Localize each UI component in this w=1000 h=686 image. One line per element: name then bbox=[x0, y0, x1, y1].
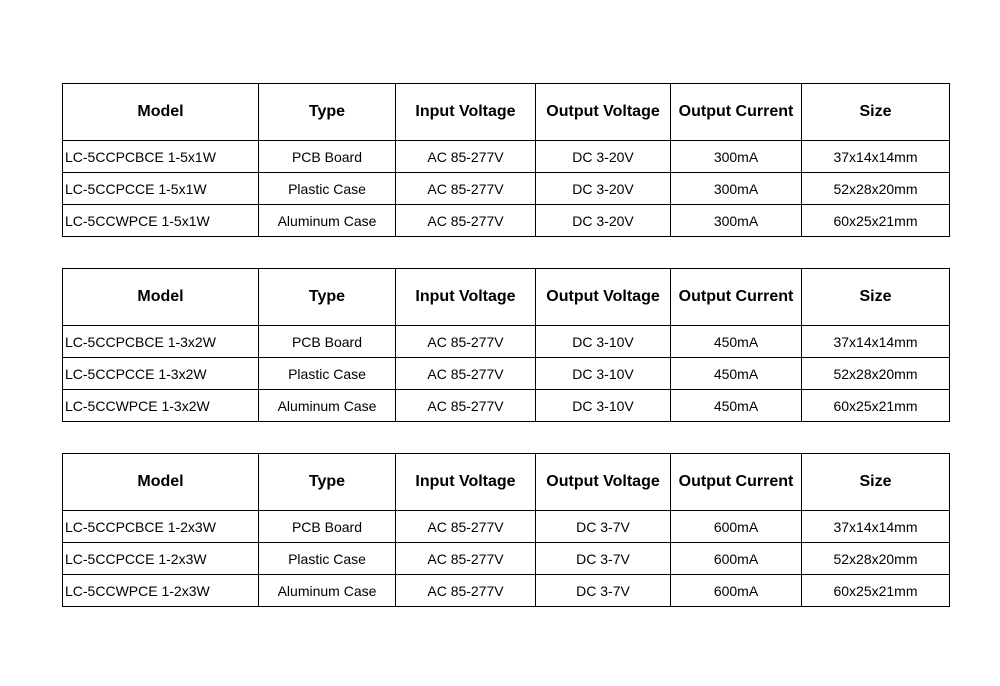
header-input-voltage: Input Voltage bbox=[396, 269, 536, 326]
header-output-voltage: Output Voltage bbox=[536, 454, 671, 511]
header-output-voltage: Output Voltage bbox=[536, 269, 671, 326]
cell-output-voltage: DC 3-10V bbox=[536, 326, 671, 358]
cell-type: Aluminum Case bbox=[259, 575, 396, 607]
cell-output-voltage: DC 3-7V bbox=[536, 543, 671, 575]
spec-table-2 bbox=[62, 268, 950, 422]
cell-type: Plastic Case bbox=[259, 358, 396, 390]
cell-output-current: 600mA bbox=[671, 543, 802, 575]
cell-size: 37x14x14mm bbox=[802, 141, 950, 173]
cell-output-current: 300mA bbox=[671, 141, 802, 173]
table-row bbox=[63, 141, 950, 173]
header-model: Model bbox=[63, 84, 259, 141]
cell-output-voltage: DC 3-7V bbox=[536, 575, 671, 607]
table-row bbox=[63, 575, 950, 607]
header-type: Type bbox=[259, 454, 396, 511]
header-model: Model bbox=[63, 454, 259, 511]
cell-output-current: 600mA bbox=[671, 511, 802, 543]
cell-input-voltage: AC 85-277V bbox=[396, 575, 536, 607]
cell-output-voltage: DC 3-20V bbox=[536, 173, 671, 205]
cell-type: Plastic Case bbox=[259, 173, 396, 205]
cell-output-current: 450mA bbox=[671, 358, 802, 390]
header-output-current: Output Current bbox=[671, 269, 802, 326]
cell-output-voltage: DC 3-10V bbox=[536, 390, 671, 422]
header-row bbox=[63, 84, 950, 141]
header-output-voltage: Output Voltage bbox=[536, 84, 671, 141]
header-input-voltage: Input Voltage bbox=[396, 84, 536, 141]
cell-model: LC-5CCWPCE 1-2x3W bbox=[63, 575, 259, 607]
spec-table-3 bbox=[62, 453, 950, 607]
header-model: Model bbox=[63, 269, 259, 326]
cell-type: PCB Board bbox=[259, 511, 396, 543]
cell-size: 37x14x14mm bbox=[802, 511, 950, 543]
cell-size: 60x25x21mm bbox=[802, 575, 950, 607]
header-row bbox=[63, 269, 950, 326]
cell-output-voltage: DC 3-7V bbox=[536, 511, 671, 543]
table-row bbox=[63, 390, 950, 422]
cell-size: 60x25x21mm bbox=[802, 205, 950, 237]
cell-model: LC-5CCPCCE 1-3x2W bbox=[63, 358, 259, 390]
cell-type: Aluminum Case bbox=[259, 390, 396, 422]
table-row bbox=[63, 543, 950, 575]
header-size: Size bbox=[802, 269, 950, 326]
cell-type: PCB Board bbox=[259, 326, 396, 358]
cell-input-voltage: AC 85-277V bbox=[396, 511, 536, 543]
table-row bbox=[63, 326, 950, 358]
cell-output-voltage: DC 3-10V bbox=[536, 358, 671, 390]
header-row bbox=[63, 454, 950, 511]
cell-output-current: 300mA bbox=[671, 173, 802, 205]
cell-model: LC-5CCWPCE 1-5x1W bbox=[63, 205, 259, 237]
table-row bbox=[63, 205, 950, 237]
cell-type: Aluminum Case bbox=[259, 205, 396, 237]
cell-type: Plastic Case bbox=[259, 543, 396, 575]
cell-output-current: 450mA bbox=[671, 326, 802, 358]
cell-input-voltage: AC 85-277V bbox=[396, 141, 536, 173]
cell-model: LC-5CCPCBCE 1-5x1W bbox=[63, 141, 259, 173]
cell-output-voltage: DC 3-20V bbox=[536, 141, 671, 173]
cell-input-voltage: AC 85-277V bbox=[396, 173, 536, 205]
cell-size: 37x14x14mm bbox=[802, 326, 950, 358]
cell-size: 52x28x20mm bbox=[802, 358, 950, 390]
cell-input-voltage: AC 85-277V bbox=[396, 205, 536, 237]
cell-output-current: 600mA bbox=[671, 575, 802, 607]
header-type: Type bbox=[259, 84, 396, 141]
table-row bbox=[63, 358, 950, 390]
cell-input-voltage: AC 85-277V bbox=[396, 358, 536, 390]
cell-model: LC-5CCPCCE 1-5x1W bbox=[63, 173, 259, 205]
header-size: Size bbox=[802, 84, 950, 141]
cell-size: 52x28x20mm bbox=[802, 173, 950, 205]
cell-input-voltage: AC 85-277V bbox=[396, 326, 536, 358]
cell-size: 60x25x21mm bbox=[802, 390, 950, 422]
header-input-voltage: Input Voltage bbox=[396, 454, 536, 511]
table-row bbox=[63, 511, 950, 543]
cell-model: LC-5CCPCBCE 1-2x3W bbox=[63, 511, 259, 543]
cell-input-voltage: AC 85-277V bbox=[396, 543, 536, 575]
cell-model: LC-5CCWPCE 1-3x2W bbox=[63, 390, 259, 422]
cell-output-current: 450mA bbox=[671, 390, 802, 422]
table-row bbox=[63, 173, 950, 205]
header-size: Size bbox=[802, 454, 950, 511]
cell-model: LC-5CCPCBCE 1-3x2W bbox=[63, 326, 259, 358]
cell-output-voltage: DC 3-20V bbox=[536, 205, 671, 237]
header-output-current: Output Current bbox=[671, 454, 802, 511]
cell-output-current: 300mA bbox=[671, 205, 802, 237]
header-type: Type bbox=[259, 269, 396, 326]
cell-size: 52x28x20mm bbox=[802, 543, 950, 575]
spec-table-1 bbox=[62, 83, 950, 237]
cell-type: PCB Board bbox=[259, 141, 396, 173]
cell-input-voltage: AC 85-277V bbox=[396, 390, 536, 422]
cell-model: LC-5CCPCCE 1-2x3W bbox=[63, 543, 259, 575]
header-output-current: Output Current bbox=[671, 84, 802, 141]
